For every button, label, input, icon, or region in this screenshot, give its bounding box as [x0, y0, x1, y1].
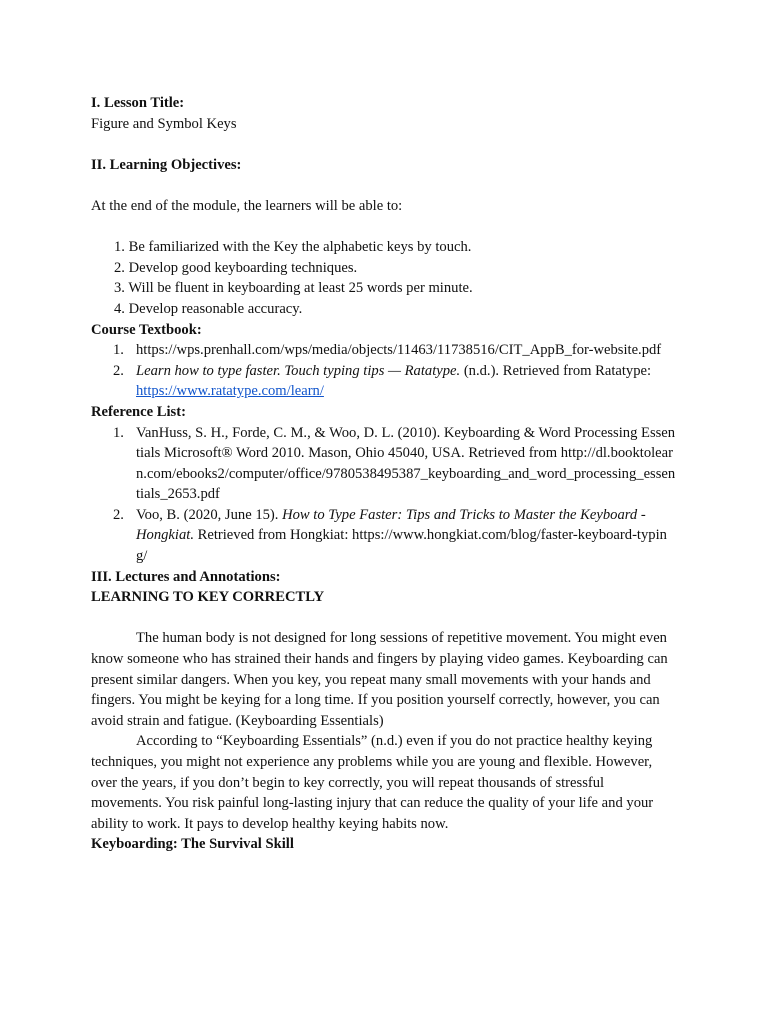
objectives-list [91, 237, 677, 319]
objectives-intro: At the end of the module, the learners will be able to: [91, 197, 403, 214]
textbook-url: https://wps.prenhall.com/wps/media/objects/11463/11738516/CIT_AppB_for-website.pdf [136, 342, 662, 359]
textbook-item [91, 340, 677, 361]
lesson-title-value: Figure and Symbol Keys [91, 115, 237, 132]
citation-title: Learn how to type faster. Touch typing tips — Ratatype. [136, 362, 461, 379]
objectives-heading: II. Learning Objectives: [91, 156, 242, 173]
reference-item [91, 423, 677, 505]
reference-title: How to Type Faster: Tips and Tricks to Master the Keyboard - Hongkiat. [136, 506, 646, 544]
citation-rest: (n.d.). Retrieved from Ratatype: [460, 362, 652, 379]
reference-text: VanHuss, S. H., Forde, C. M., & Woo, D. L. (2010). Keyboarding & Word Processing Essentials Microsoft® Word 2010. Mason, Ohio 45040, USA. Retrieved from http://dl.booktolearn.com/ebooks2/computer/office/9780538495387_keyboarding_and_word_processing_essentials_2653.pdf [136, 424, 676, 503]
reference-author: Voo, B. (2020, June 15). [136, 506, 283, 523]
objective-item: 4. Develop reasonable accuracy. [114, 300, 303, 317]
objective-item: 3. Will be fluent in keyboarding at least 25 words per minute. [114, 280, 473, 297]
lectures-subheading: LEARNING TO KEY CORRECTLY [91, 589, 325, 606]
reference-text [136, 505, 677, 567]
list-number: 1. [113, 342, 124, 359]
lectures-heading: III. Lectures and Annotations: [91, 568, 281, 585]
list-number: 1. [113, 424, 124, 441]
lecture-paragraph: According to “Keyboarding Essentials” (n.d.) even if you do not practice healthy keying techniques, you might not experience any problems while you are young and flexible. However, over the years, if you don’t begin to key correctly, you will repeat thousands of stressful movements. You risk painful long-lasting injury that can reduce the quality of your life and your ability to work. It pays to develop healthy keying habits now. [91, 733, 654, 832]
section-heading: Keyboarding: The Survival Skill [91, 836, 294, 853]
ratatype-link[interactable]: https://www.ratatype.com/learn/ [136, 383, 324, 400]
list-number: 2. [113, 362, 124, 379]
lesson-title-heading: I. Lesson Title: [91, 95, 185, 111]
objective-item: 1. Be familiarized with the Key the alphabetic keys by touch. [114, 239, 472, 256]
references-list [91, 423, 677, 567]
references-heading: Reference List: [91, 403, 186, 420]
list-number: 2. [113, 506, 124, 523]
lecture-paragraph: The human body is not designed for long sessions of repetitive movement. You might even know someone who has strained their hands and fingers by playing video games. Keyboarding can present similar dangers. When you key, you repeat many small movements with your hands and fingers. You might be keying for a long time. If you position yourself correctly, however, you can avoid strain and fatigue. (Keyboarding Essentials) [91, 630, 668, 729]
textbook-citation [136, 361, 677, 402]
document-body [91, 93, 677, 855]
reference-rest: Retrieved from Hongkiat: https://www.hongkiat.com/blog/faster-keyboard-typing/ [136, 527, 667, 565]
textbook-heading: Course Textbook: [91, 321, 202, 338]
textbook-item [91, 361, 677, 402]
textbook-list [91, 340, 677, 402]
objective-item: 2. Develop good keyboarding techniques. [114, 259, 358, 276]
reference-item [91, 505, 677, 567]
